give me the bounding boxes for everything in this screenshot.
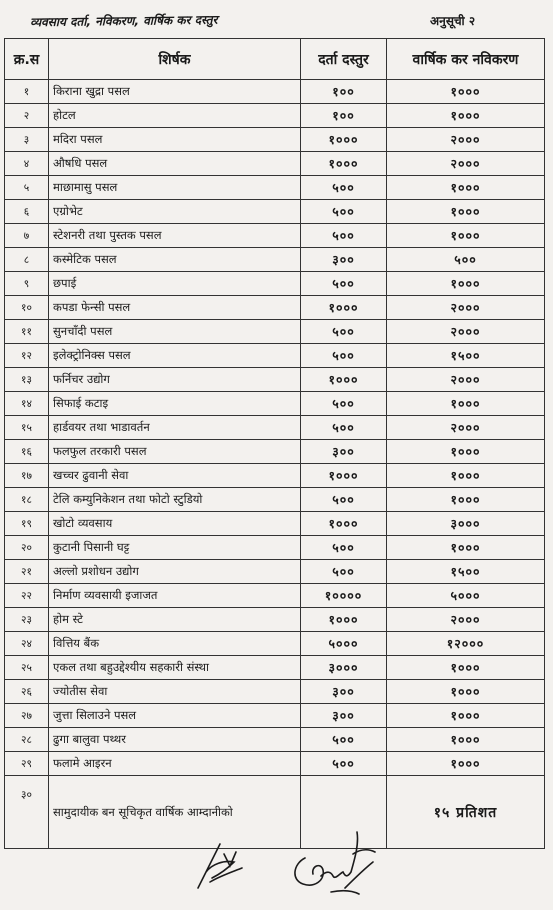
row-title: वित्तिय बैंक	[49, 632, 301, 656]
row-registration-fee: ३००	[301, 440, 387, 464]
fee-table	[4, 38, 545, 849]
row-annual-renewal: १०००	[387, 440, 545, 464]
row-annual-renewal: १०००	[387, 80, 545, 104]
row-serial-number: २२	[5, 584, 49, 608]
table-row	[5, 128, 545, 152]
row-title: एग्रोभेट	[49, 200, 301, 224]
signature-left-icon	[190, 838, 250, 898]
row-title: माछामासु पसल	[49, 176, 301, 200]
row-annual-renewal: २०००	[387, 152, 545, 176]
table-header-row	[5, 39, 545, 80]
row-registration-fee: १००	[301, 104, 387, 128]
table-row	[5, 536, 545, 560]
row-annual-renewal: १०००	[387, 392, 545, 416]
row-serial-number: १	[5, 80, 49, 104]
row-serial-number: २४	[5, 632, 49, 656]
schedule-label: अनुसूची २	[430, 14, 476, 28]
row-annual-renewal: ५००	[387, 248, 545, 272]
row-serial-number: १२	[5, 344, 49, 368]
row-registration-fee: १०००	[301, 608, 387, 632]
row-serial-number: २५	[5, 656, 49, 680]
table-row	[5, 176, 545, 200]
row-serial-number: १५	[5, 416, 49, 440]
row-title: निर्माण व्यवसायी इजाजत	[49, 584, 301, 608]
table-row	[5, 632, 545, 656]
table-row	[5, 152, 545, 176]
row-serial-number: २०	[5, 536, 49, 560]
row-annual-renewal: १०००	[387, 464, 545, 488]
table-row	[5, 416, 545, 440]
row-serial-number: ३०	[5, 776, 49, 849]
row-title: खच्चर ढुवानी सेवा	[49, 464, 301, 488]
row-serial-number: २६	[5, 680, 49, 704]
row-annual-renewal: १०००	[387, 752, 545, 776]
row-serial-number: १८	[5, 488, 49, 512]
column-header-annual-renewal: वार्षिक कर नविकरण	[387, 39, 545, 80]
row-registration-fee: १०००	[301, 464, 387, 488]
row-serial-number: २९	[5, 752, 49, 776]
row-registration-fee: ३०००	[301, 656, 387, 680]
row-registration-fee: १०००	[301, 296, 387, 320]
table-row	[5, 464, 545, 488]
row-title: होटल	[49, 104, 301, 128]
row-registration-fee: १०००	[301, 128, 387, 152]
row-title: खोटो व्यवसाय	[49, 512, 301, 536]
row-registration-fee: ५००	[301, 752, 387, 776]
table-row	[5, 752, 545, 776]
row-title: जुत्ता सिलाउने पसल	[49, 704, 301, 728]
row-title: ज्योतीस सेवा	[49, 680, 301, 704]
row-title: अल्लो प्रशोधन उद्योग	[49, 560, 301, 584]
table-row	[5, 728, 545, 752]
row-title: स्टेशनरी तथा पुस्तक पसल	[49, 224, 301, 248]
row-registration-fee: ५००	[301, 416, 387, 440]
row-registration-fee: १०००	[301, 368, 387, 392]
row-serial-number: २	[5, 104, 49, 128]
column-header-sn: क्र.स	[5, 39, 49, 80]
row-annual-renewal: १०००	[387, 536, 545, 560]
row-annual-renewal: १०००	[387, 488, 545, 512]
row-title: सामुदायीक बन सूचिकृत वार्षिक आम्दानीको	[49, 776, 301, 849]
row-serial-number: २१	[5, 560, 49, 584]
row-registration-fee: ५००	[301, 728, 387, 752]
row-title: मदिरा पसल	[49, 128, 301, 152]
row-annual-renewal: ३०००	[387, 512, 545, 536]
row-registration-fee: ३००	[301, 704, 387, 728]
row-title: फलामे आइरन	[49, 752, 301, 776]
row-serial-number: १०	[5, 296, 49, 320]
row-title: होम स्टे	[49, 608, 301, 632]
row-registration-fee: ५००	[301, 392, 387, 416]
table-row	[5, 392, 545, 416]
row-annual-renewal: २०००	[387, 368, 545, 392]
row-title: किराना खुद्रा पसल	[49, 80, 301, 104]
row-annual-renewal: १५ प्रतिशत	[387, 776, 545, 849]
column-header-title: शिर्षक	[49, 39, 301, 80]
table-row	[5, 584, 545, 608]
row-serial-number: १९	[5, 512, 49, 536]
table-row	[5, 680, 545, 704]
row-registration-fee: ३००	[301, 248, 387, 272]
row-registration-fee: ५०००	[301, 632, 387, 656]
row-annual-renewal: १०००	[387, 272, 545, 296]
row-serial-number: १३	[5, 368, 49, 392]
row-registration-fee: १०००	[301, 512, 387, 536]
table-row	[5, 608, 545, 632]
row-title: ढुगा बालुवा पथ्थर	[49, 728, 301, 752]
table-row	[5, 80, 545, 104]
row-serial-number: ११	[5, 320, 49, 344]
row-registration-fee: ५००	[301, 200, 387, 224]
table-row	[5, 104, 545, 128]
row-annual-renewal: १०००	[387, 176, 545, 200]
column-header-registration-fee: दर्ता दस्तुर	[301, 39, 387, 80]
row-annual-renewal: १०००	[387, 728, 545, 752]
row-serial-number: ६	[5, 200, 49, 224]
row-serial-number: २७	[5, 704, 49, 728]
row-title: छपाई	[49, 272, 301, 296]
row-registration-fee: ५००	[301, 536, 387, 560]
row-registration-fee: १००	[301, 80, 387, 104]
table-body	[5, 80, 545, 849]
row-serial-number: १४	[5, 392, 49, 416]
row-registration-fee: ३००	[301, 680, 387, 704]
row-serial-number: ९	[5, 272, 49, 296]
row-title: कस्मेटिक पसल	[49, 248, 301, 272]
row-annual-renewal: १०००	[387, 656, 545, 680]
row-registration-fee: ५००	[301, 224, 387, 248]
row-serial-number: १६	[5, 440, 49, 464]
row-annual-renewal: २०००	[387, 416, 545, 440]
row-registration-fee: ५००	[301, 560, 387, 584]
row-annual-renewal: २०००	[387, 296, 545, 320]
row-serial-number: २८	[5, 728, 49, 752]
row-annual-renewal: २०००	[387, 320, 545, 344]
row-serial-number: ७	[5, 224, 49, 248]
row-title: औषधि पसल	[49, 152, 301, 176]
row-registration-fee: १००००	[301, 584, 387, 608]
row-serial-number: ३	[5, 128, 49, 152]
row-title: टेलि कम्युनिकेशन तथा फोटो स्टुडियो	[49, 488, 301, 512]
row-annual-renewal: १०००	[387, 200, 545, 224]
row-serial-number: ८	[5, 248, 49, 272]
row-title: कुटानी पिसानी घट्ट	[49, 536, 301, 560]
table-row	[5, 488, 545, 512]
row-annual-renewal: ५०००	[387, 584, 545, 608]
row-title: कपडा फेन्सी पसल	[49, 296, 301, 320]
row-serial-number: १७	[5, 464, 49, 488]
row-annual-renewal: १०००	[387, 104, 545, 128]
row-annual-renewal: १५००	[387, 344, 545, 368]
row-registration-fee: ५००	[301, 488, 387, 512]
table-row	[5, 200, 545, 224]
document-title: व्यवसाय दर्ता, नविकरण, वार्षिक कर दस्तुर	[29, 12, 218, 30]
row-serial-number: ५	[5, 176, 49, 200]
table-row	[5, 320, 545, 344]
row-serial-number: ४	[5, 152, 49, 176]
signature-right-icon	[285, 818, 385, 903]
table-row	[5, 656, 545, 680]
row-annual-renewal: १२०००	[387, 632, 545, 656]
table-row	[5, 512, 545, 536]
row-registration-fee: ५००	[301, 344, 387, 368]
row-title: इलेक्ट्रोनिक्स पसल	[49, 344, 301, 368]
row-title: एकल तथा बहुउद्देश्यीय सहकारी संस्था	[49, 656, 301, 680]
row-registration-fee: १०००	[301, 152, 387, 176]
table-row	[5, 248, 545, 272]
row-annual-renewal: १०००	[387, 680, 545, 704]
row-annual-renewal: २०००	[387, 128, 545, 152]
row-title: फलफुल तरकारी पसल	[49, 440, 301, 464]
table-row	[5, 296, 545, 320]
table-row	[5, 440, 545, 464]
table-row	[5, 560, 545, 584]
row-title: हार्डवयर तथा भाडावर्तन	[49, 416, 301, 440]
table-row	[5, 776, 545, 849]
table-row	[5, 272, 545, 296]
row-registration-fee: ५००	[301, 272, 387, 296]
table-row	[5, 704, 545, 728]
row-registration-fee: ५००	[301, 176, 387, 200]
table-row	[5, 344, 545, 368]
table-row	[5, 368, 545, 392]
row-annual-renewal: १०००	[387, 704, 545, 728]
row-serial-number: २३	[5, 608, 49, 632]
row-annual-renewal: १०००	[387, 224, 545, 248]
row-title: फर्निचर उद्योग	[49, 368, 301, 392]
row-registration-fee: ५००	[301, 320, 387, 344]
row-title: सुनचाँदी पसल	[49, 320, 301, 344]
row-annual-renewal: २०००	[387, 608, 545, 632]
row-title: सिफाई कटाइ	[49, 392, 301, 416]
row-annual-renewal: १५००	[387, 560, 545, 584]
table-row	[5, 224, 545, 248]
